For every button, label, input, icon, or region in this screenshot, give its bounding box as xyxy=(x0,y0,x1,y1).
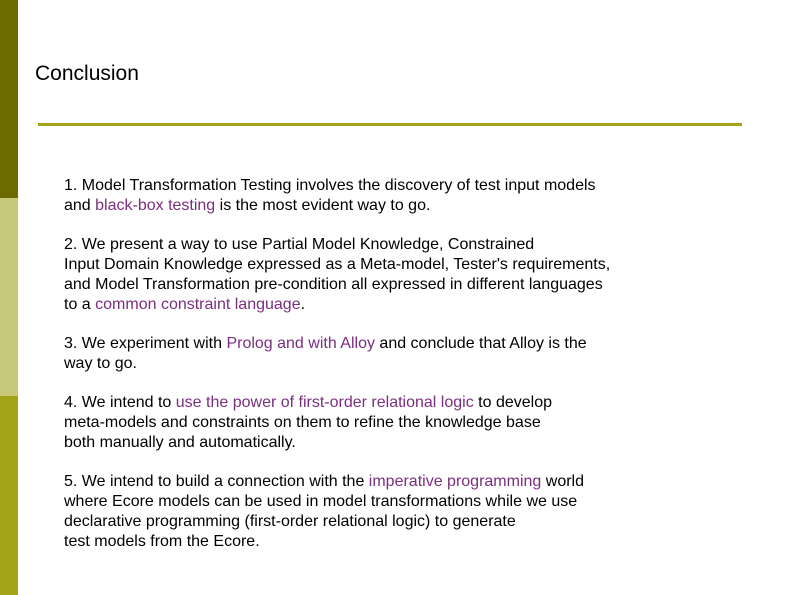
text-segment: . xyxy=(300,296,306,313)
text-segment: and xyxy=(64,197,96,214)
text-segment: meta-models and constraints on them to refine the knowledge base xyxy=(64,414,541,431)
highlighted-phrase: use the power of first-order relational logic xyxy=(175,394,474,411)
conclusion-point-1 xyxy=(64,176,764,216)
point-line xyxy=(64,176,764,196)
highlighted-phrase: imperative programming xyxy=(368,473,542,490)
text-segment: 1. Model Transformation Testing involves the discovery of test input models xyxy=(64,177,596,194)
point-line xyxy=(64,334,764,354)
text-segment: to develop xyxy=(473,394,552,411)
text-segment: test models from the Ecore. xyxy=(64,533,260,550)
text-segment: and Model Transformation pre-condition all expressed in different languages xyxy=(64,276,603,293)
point-line xyxy=(64,354,764,374)
point-line xyxy=(64,472,764,492)
highlighted-phrase: common constraint language xyxy=(95,296,301,313)
text-segment: way to go. xyxy=(64,355,137,372)
text-segment: both manually and automatically. xyxy=(64,434,296,451)
point-line xyxy=(64,295,764,315)
point-line xyxy=(64,393,764,413)
text-segment: 3. We experiment with xyxy=(64,335,227,352)
text-segment: declarative programming (first-order relational logic) to generate xyxy=(64,513,516,530)
point-line xyxy=(64,196,764,216)
decorative-stripe-middle xyxy=(0,198,18,396)
text-segment: world xyxy=(541,473,584,490)
text-segment: where Ecore models can be used in model transformations while we use xyxy=(64,493,578,510)
conclusion-point-2 xyxy=(64,235,764,315)
text-segment: 5. We intend to build a connection with the xyxy=(64,473,369,490)
point-line xyxy=(64,492,764,512)
point-line xyxy=(64,235,764,255)
decorative-stripe-bottom xyxy=(0,396,18,595)
conclusion-point-5 xyxy=(64,472,764,552)
conclusion-point-4 xyxy=(64,393,764,453)
highlighted-phrase: black-box testing xyxy=(95,197,216,214)
text-segment: Input Domain Knowledge expressed as a Meta-model, Tester's requirements, xyxy=(64,256,611,273)
point-line xyxy=(64,433,764,453)
highlighted-phrase: Prolog and with Alloy xyxy=(226,335,375,352)
point-line xyxy=(64,532,764,552)
point-line xyxy=(64,275,764,295)
point-line xyxy=(64,512,764,532)
text-segment: is the most evident way to go. xyxy=(215,197,431,214)
text-segment: and conclude that Alloy is the xyxy=(374,335,587,352)
slide-title: Conclusion xyxy=(35,62,139,85)
point-line xyxy=(64,413,764,433)
conclusion-points xyxy=(64,176,764,571)
title-divider xyxy=(38,123,742,126)
text-segment: 2. We present a way to use Partial Model Knowledge, Constrained xyxy=(64,236,535,253)
conclusion-point-3 xyxy=(64,334,764,374)
point-line xyxy=(64,255,764,275)
decorative-stripe-top xyxy=(0,0,18,198)
text-segment: to a xyxy=(64,296,96,313)
text-segment: 4. We intend to xyxy=(64,394,176,411)
